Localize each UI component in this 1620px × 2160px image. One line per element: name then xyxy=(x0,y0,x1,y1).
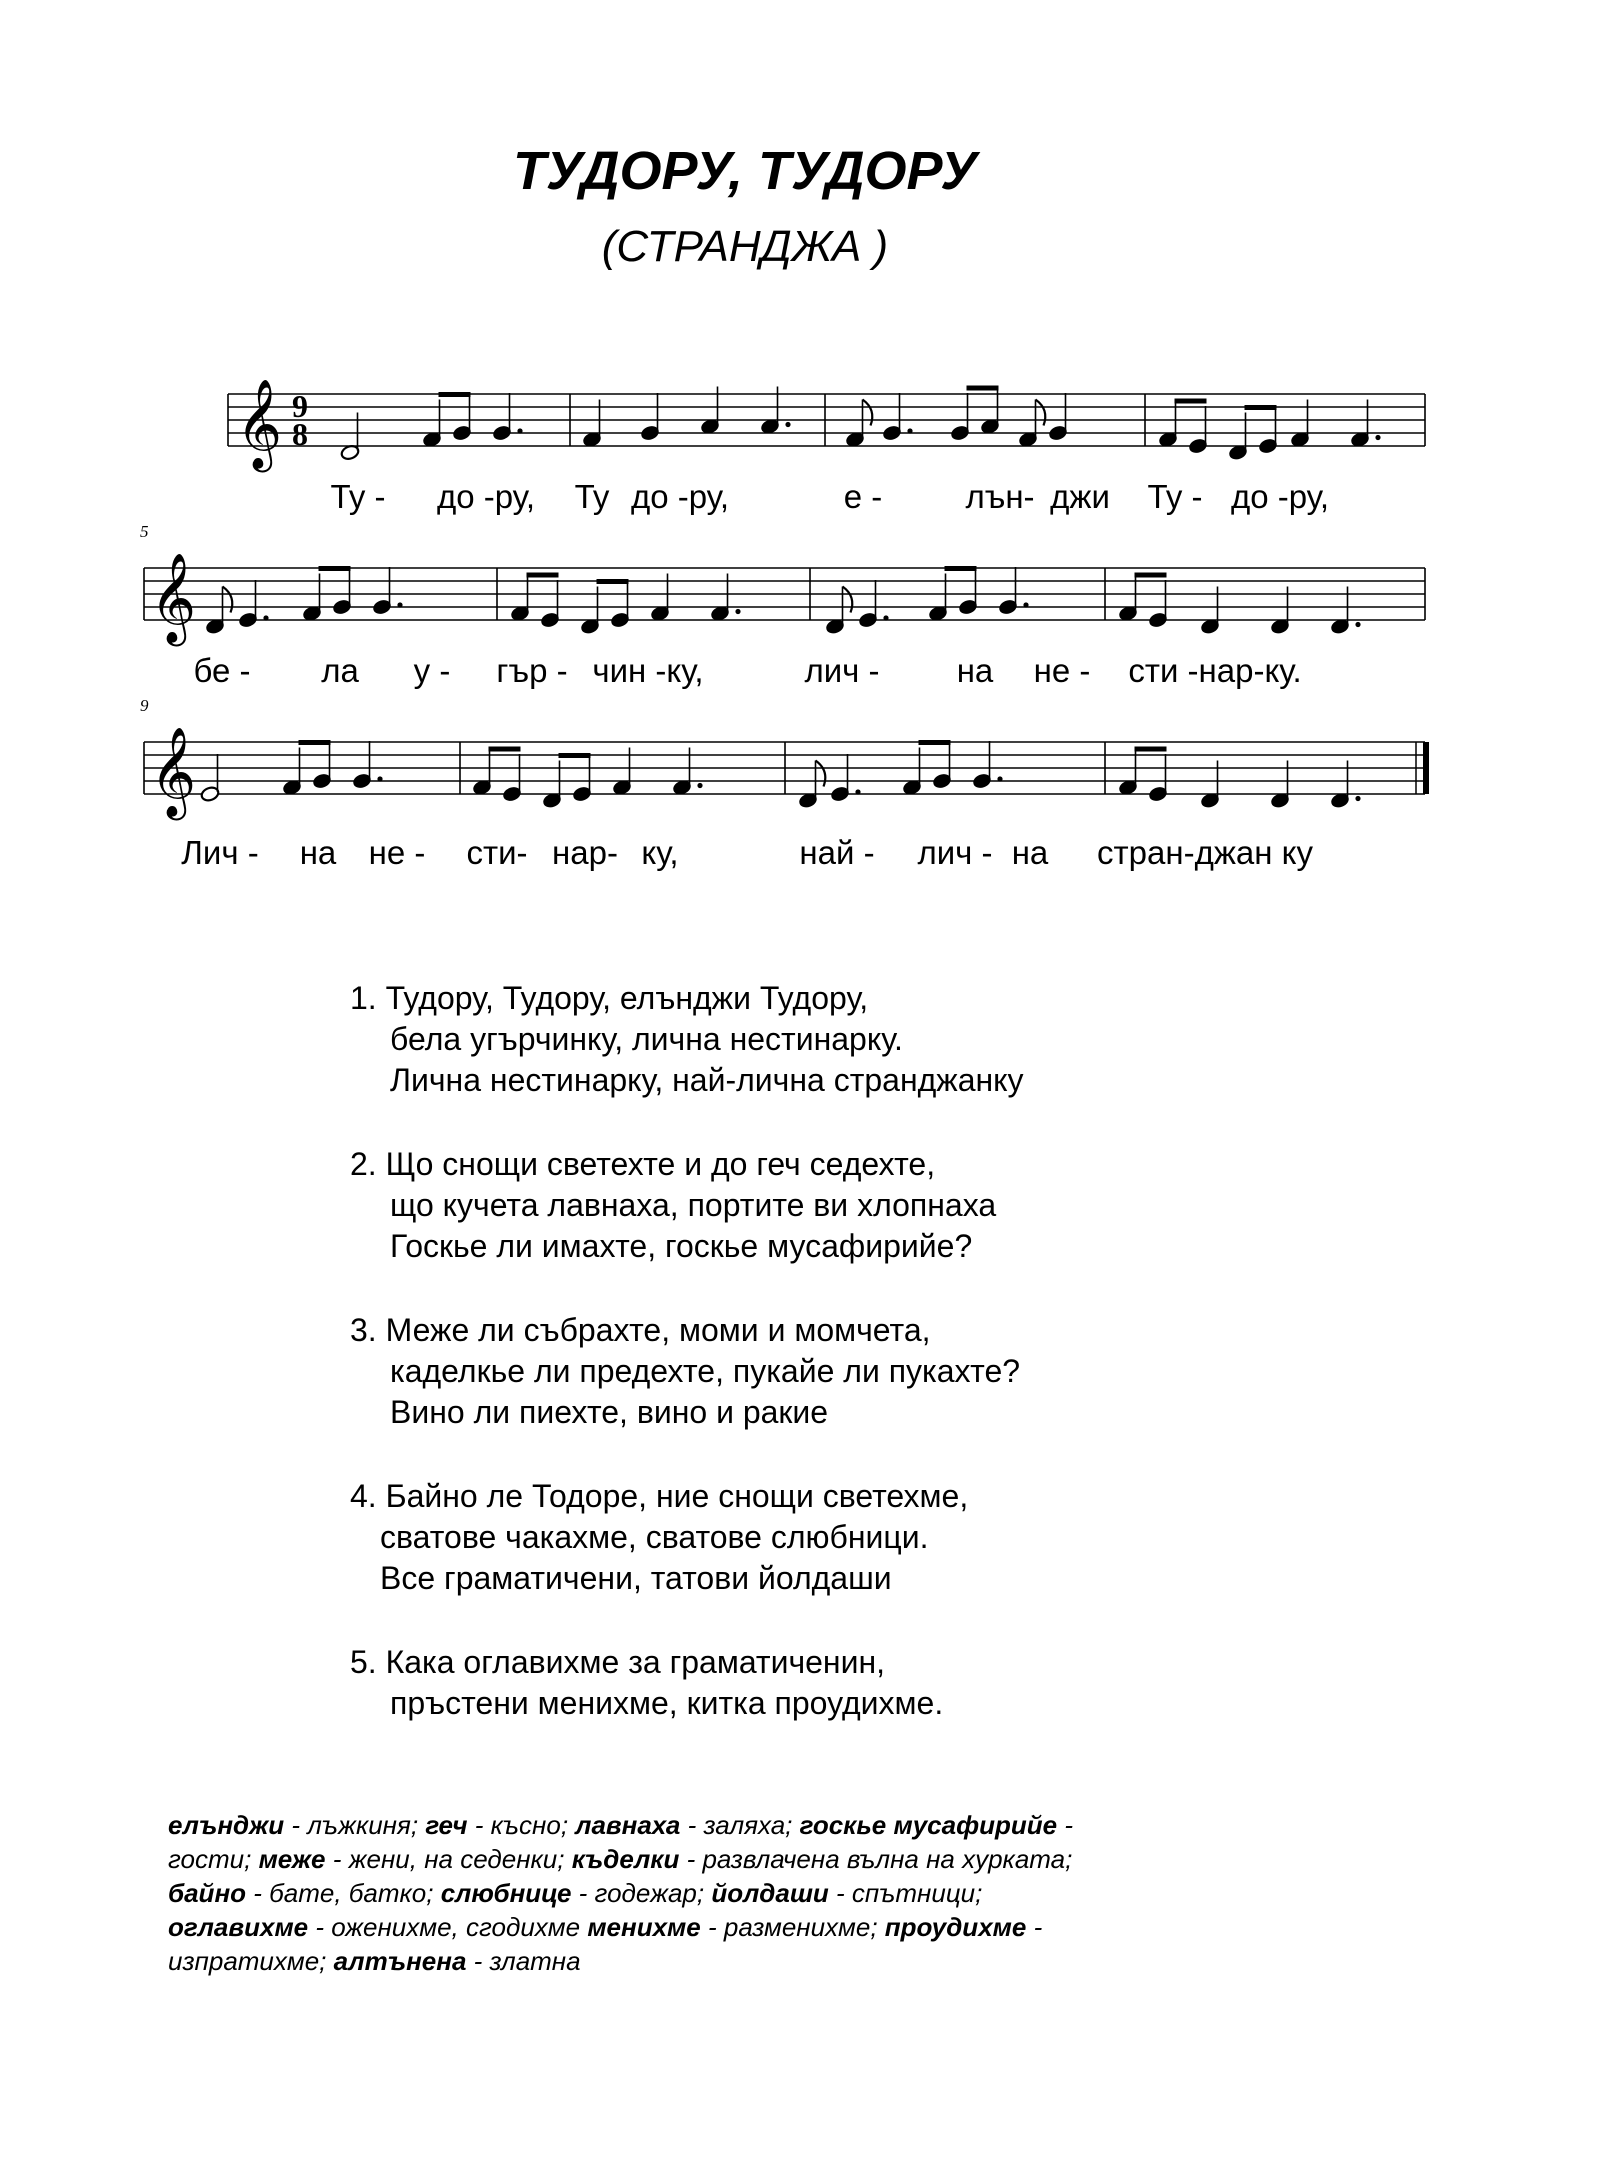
lyric-syllable: лич - xyxy=(917,834,993,871)
note-beam xyxy=(319,566,351,571)
time-signature-top: 9 xyxy=(292,388,308,424)
glossary-definition: - развлачена вълна на хурката; xyxy=(679,1844,1073,1874)
lyric-syllable: Ту - xyxy=(330,478,386,515)
lyric-syllable: на xyxy=(956,652,994,689)
treble-clef-icon: 𝄞 xyxy=(150,553,197,643)
lyric-syllable: до -ру, xyxy=(630,478,730,515)
glossary-term: геч xyxy=(425,1810,468,1840)
lyric-syllable: гър - xyxy=(496,652,568,689)
glossary-term: къделки xyxy=(571,1844,680,1874)
glossary-definition: - златна xyxy=(466,1946,581,1976)
lyric-syllable: у - xyxy=(413,652,451,689)
glossary-term: меже xyxy=(258,1844,326,1874)
glossary-definition: - бате, батко; xyxy=(246,1878,441,1908)
note-dot xyxy=(377,776,382,781)
note-beam xyxy=(1175,399,1207,404)
glossary xyxy=(168,1808,1408,1978)
lyric-syllable: чин -ку, xyxy=(592,652,704,689)
glossary-line xyxy=(168,1842,1408,1876)
note-beam xyxy=(919,740,951,745)
verse-line: пръстени менихме, китка проудихме. xyxy=(390,1685,944,1721)
glossary-definition: - оженихме, сгодихме xyxy=(308,1912,588,1942)
glossary-definition: - жени, на седенки; xyxy=(325,1844,572,1874)
note-dot xyxy=(735,609,740,614)
lyric-syllable: лич - xyxy=(804,652,880,689)
verse-line: 4. Байно ле Тодоре, ние снощи светехме, xyxy=(350,1478,969,1514)
verses xyxy=(350,978,1250,1767)
verse-line: 3. Меже ли събрахте, моми и момчета, xyxy=(350,1312,931,1348)
note-dot xyxy=(1375,435,1380,440)
lyric-syllable: на xyxy=(1011,834,1049,871)
lyric-syllable: не - xyxy=(1033,652,1091,689)
glossary-term: оглавихме xyxy=(168,1912,309,1942)
glossary-term: госкье мусафирийе xyxy=(799,1810,1058,1840)
note-beam xyxy=(1245,405,1277,410)
lyric-syllable: лън- xyxy=(965,478,1035,515)
note-beam xyxy=(1135,573,1167,578)
measure-number-9: 9 xyxy=(140,696,149,715)
note-dot xyxy=(855,789,860,794)
note-beam xyxy=(489,747,521,752)
time-signature-bottom: 8 xyxy=(292,416,308,452)
glossary-line xyxy=(168,1944,1408,1978)
verse-3 xyxy=(350,1310,1250,1433)
note-flag xyxy=(1036,400,1046,426)
lyric-syllable: Ту - xyxy=(1147,478,1203,515)
lyric-syllable: джи xyxy=(1050,478,1110,515)
glossary-line xyxy=(168,1910,1408,1944)
lyric-syllable: е - xyxy=(843,478,883,515)
verse-line: каделкье ли предехте, пукайе ли пукахте? xyxy=(390,1353,1021,1389)
note-dot xyxy=(397,602,402,607)
glossary-term: слюбнице xyxy=(440,1878,572,1908)
note-beam xyxy=(945,566,977,571)
glossary-definition: - лъжкиня; xyxy=(284,1810,426,1840)
lyric-syllable: най - xyxy=(799,834,875,871)
glossary-line xyxy=(168,1808,1408,1842)
music-score xyxy=(0,0,1620,900)
note-beam xyxy=(299,740,331,745)
glossary-definition: - xyxy=(1026,1912,1043,1942)
note-beam xyxy=(527,573,559,578)
glossary-definition: изпратихме; xyxy=(168,1946,334,1976)
note-dot xyxy=(785,422,790,427)
glossary-line xyxy=(168,1876,1408,1910)
verse-line: що кучета лавнаха, портите ви хлопнаха xyxy=(390,1187,997,1223)
note-dot xyxy=(1023,602,1028,607)
note-flag xyxy=(223,587,233,613)
verse-line: сватове чакахме, сватове слюбници. xyxy=(380,1519,929,1555)
note-beam xyxy=(1135,747,1167,752)
lyric-syllable: сти -нар-ку. xyxy=(1128,652,1302,689)
lyric-syllable: Ту xyxy=(574,478,610,515)
glossary-definition: - годежар; xyxy=(571,1878,712,1908)
note-dot xyxy=(517,428,522,433)
verse-2 xyxy=(350,1144,1250,1267)
note-dot xyxy=(883,615,888,620)
lyric-syllable: ла xyxy=(321,652,359,689)
lyric-syllable: на xyxy=(299,834,337,871)
lyric-syllable: нар- xyxy=(552,834,618,871)
verse-line: Лична нестинарку, най-лична странджанку xyxy=(390,1062,1024,1098)
treble-clef-icon: 𝄞 xyxy=(236,379,283,469)
verse-line: 5. Кака оглавихме за граматиченин, xyxy=(350,1644,886,1680)
glossary-term: проудихме xyxy=(884,1912,1027,1942)
glossary-definition: - спътници; xyxy=(828,1878,983,1908)
lyric-syllable: не - xyxy=(368,834,426,871)
note-beam xyxy=(967,386,999,391)
measure-number-5: 5 xyxy=(140,522,149,541)
note-dot xyxy=(907,428,912,433)
verse-5 xyxy=(350,1642,1250,1724)
glossary-definition: - заляха; xyxy=(680,1810,800,1840)
note-flag xyxy=(816,761,826,787)
song-subtitle: (СТРАНДЖА ) xyxy=(601,222,889,271)
note-beam xyxy=(439,392,471,397)
song-title: ТУДОРУ, ТУДОРУ xyxy=(512,141,977,201)
treble-clef-icon: 𝄞 xyxy=(150,727,197,817)
glossary-term: йолдаши xyxy=(711,1878,829,1908)
glossary-definition: - късно; xyxy=(467,1810,576,1840)
lyric-syllable: до -ру, xyxy=(1230,478,1330,515)
lyric-syllable: Лич - xyxy=(181,834,259,871)
note-beam xyxy=(597,579,629,584)
glossary-definition: гости; xyxy=(168,1844,259,1874)
note-dot xyxy=(697,783,702,788)
verse-4 xyxy=(350,1476,1250,1599)
glossary-term: лавнаха xyxy=(575,1810,681,1840)
lyric-syllable: до -ру, xyxy=(436,478,536,515)
final-bar-line xyxy=(1423,742,1429,794)
glossary-term: байно xyxy=(168,1878,247,1908)
verse-line: 2. Що снощи светехте и до геч седехте, xyxy=(350,1146,936,1182)
verse-line: бела угърчинку, лична нестинарку. xyxy=(390,1021,903,1057)
lyric-syllable: сти- xyxy=(466,834,528,871)
glossary-term: алтънена xyxy=(333,1946,467,1976)
verse-1 xyxy=(350,978,1250,1101)
note-dot xyxy=(263,615,268,620)
notes xyxy=(200,386,1381,810)
note-flag xyxy=(863,400,873,426)
lyric-syllable: ку, xyxy=(641,834,679,871)
lyric-syllable: стран-джан ку xyxy=(1097,834,1313,871)
glossary-term: елънджи xyxy=(168,1810,285,1840)
glossary-definition: - xyxy=(1057,1810,1073,1840)
note-beam xyxy=(559,753,591,758)
verse-line: Все граматичени, татови йолдаши xyxy=(380,1560,892,1596)
note-dot xyxy=(1355,622,1360,627)
glossary-term: менихме xyxy=(587,1912,701,1942)
verse-line: Госкье ли имахте, госкье мусафирийе? xyxy=(390,1228,973,1264)
note-dot xyxy=(1355,796,1360,801)
note-flag xyxy=(843,587,853,613)
verse-line: Вино ли пиехте, вино и ракие xyxy=(390,1394,829,1430)
lyric-syllable: бе - xyxy=(193,652,251,689)
note-dot xyxy=(997,776,1002,781)
verse-line: 1. Тудору, Тудору, елънджи Тудору, xyxy=(350,980,869,1016)
glossary-definition: - разменихме; xyxy=(700,1912,885,1942)
